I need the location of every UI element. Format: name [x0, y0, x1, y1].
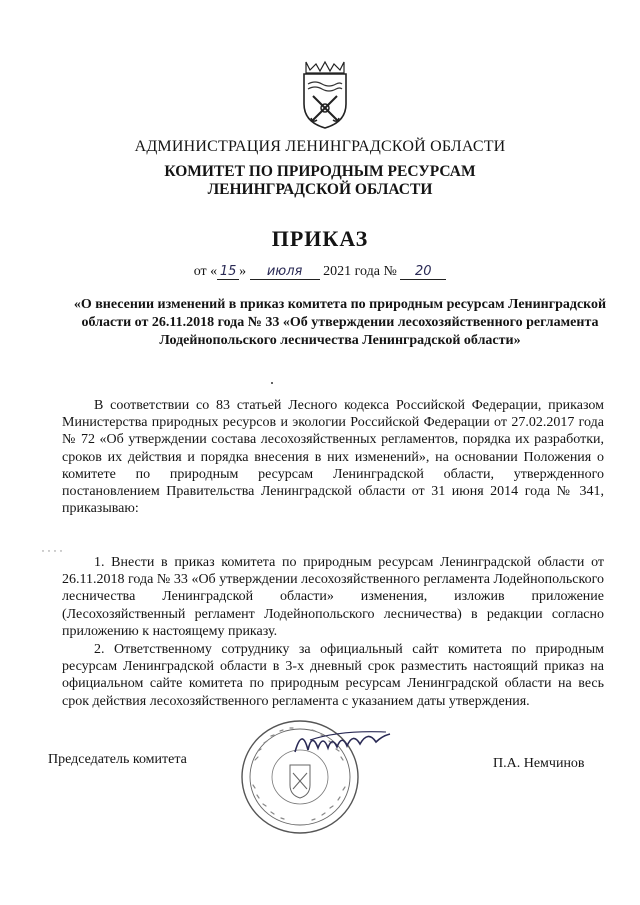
speck [271, 382, 273, 384]
committee-name-line2: ЛЕНИНГРАДСКОЙ ОБЛАСТИ [207, 181, 433, 198]
administration-name: АДМИНИСТРАЦИЯ ЛЕНИНГРАДСКОЙ ОБЛАСТИ [134, 138, 506, 155]
committee-name-line1: КОМИТЕТ ПО ПРИРОДНЫМ РЕСУРСАМ [164, 163, 476, 180]
handwritten-signature-icon [290, 722, 400, 762]
document-type-title: ПРИКАЗ [271, 226, 369, 251]
preamble-paragraph: В соответствии со 83 статьей Лесного кодекса Российской Федерации, приказом Министерства природных ресурсов и экологии Российской Федерации от 27.02.2017 года № 72 «Об утверждении состава лесохозяйственных регламентов, порядка их разработки, сроков их действия и порядка внесения в них изменений», на основании Положения о комитете по природным ресурсам Ленинградской области, утвержденного постановлением Правительства Ленинградской области от 31 июня 2014 года № 341, приказываю: [62, 398, 604, 517]
date-day: 15 [217, 265, 239, 280]
order-item-2: 2. Ответственному сотруднику за официальный сайт комитета по природным ресурсам Ленинградской области в 3-х дневный срок разместить настоящий приказ на официальном сайте комитета по природным ресурсам Ленинградской области на весь срок действия лесохозяйственного регламента с указанием даты утверждения. [62, 642, 604, 709]
number-sign: № [383, 264, 397, 279]
date-year: 2021 года [323, 264, 380, 279]
date-open-quote: « [210, 264, 218, 279]
document-subject: «О внесении изменений в приказ комитета по природным ресурсам Ленинградской области от 26.11.2018 года № 33 «Об утверждении лесохозяйственного регламента Лодейнопольского лесничества Ленинградской области» [73, 297, 607, 348]
date-close-quote: » [239, 264, 247, 279]
date-month: июля [250, 265, 320, 280]
document-number: 20 [400, 265, 446, 280]
leningrad-oblast-coat-of-arms-icon [300, 60, 350, 130]
date-prefix: от [193, 264, 207, 279]
committee-name [0, 163, 640, 199]
date-number-line [0, 264, 640, 280]
signatory-position: Председатель комитета [48, 752, 187, 767]
signatory-name: П.А. Немчинов [493, 756, 585, 771]
order-item-1: 1. Внести в приказ комитета по природным ресурсам Ленинградской области от 26.11.2018 года № 33 «Об утверждении лесохозяйственного регламента Лодейнопольского лесничества Ленинградской области» изменения, изложив приложение (Лесохозяйственный регламент Лодейнопольского лесничества) в редакции согласно приложению к настоящему приказу. [62, 555, 604, 639]
